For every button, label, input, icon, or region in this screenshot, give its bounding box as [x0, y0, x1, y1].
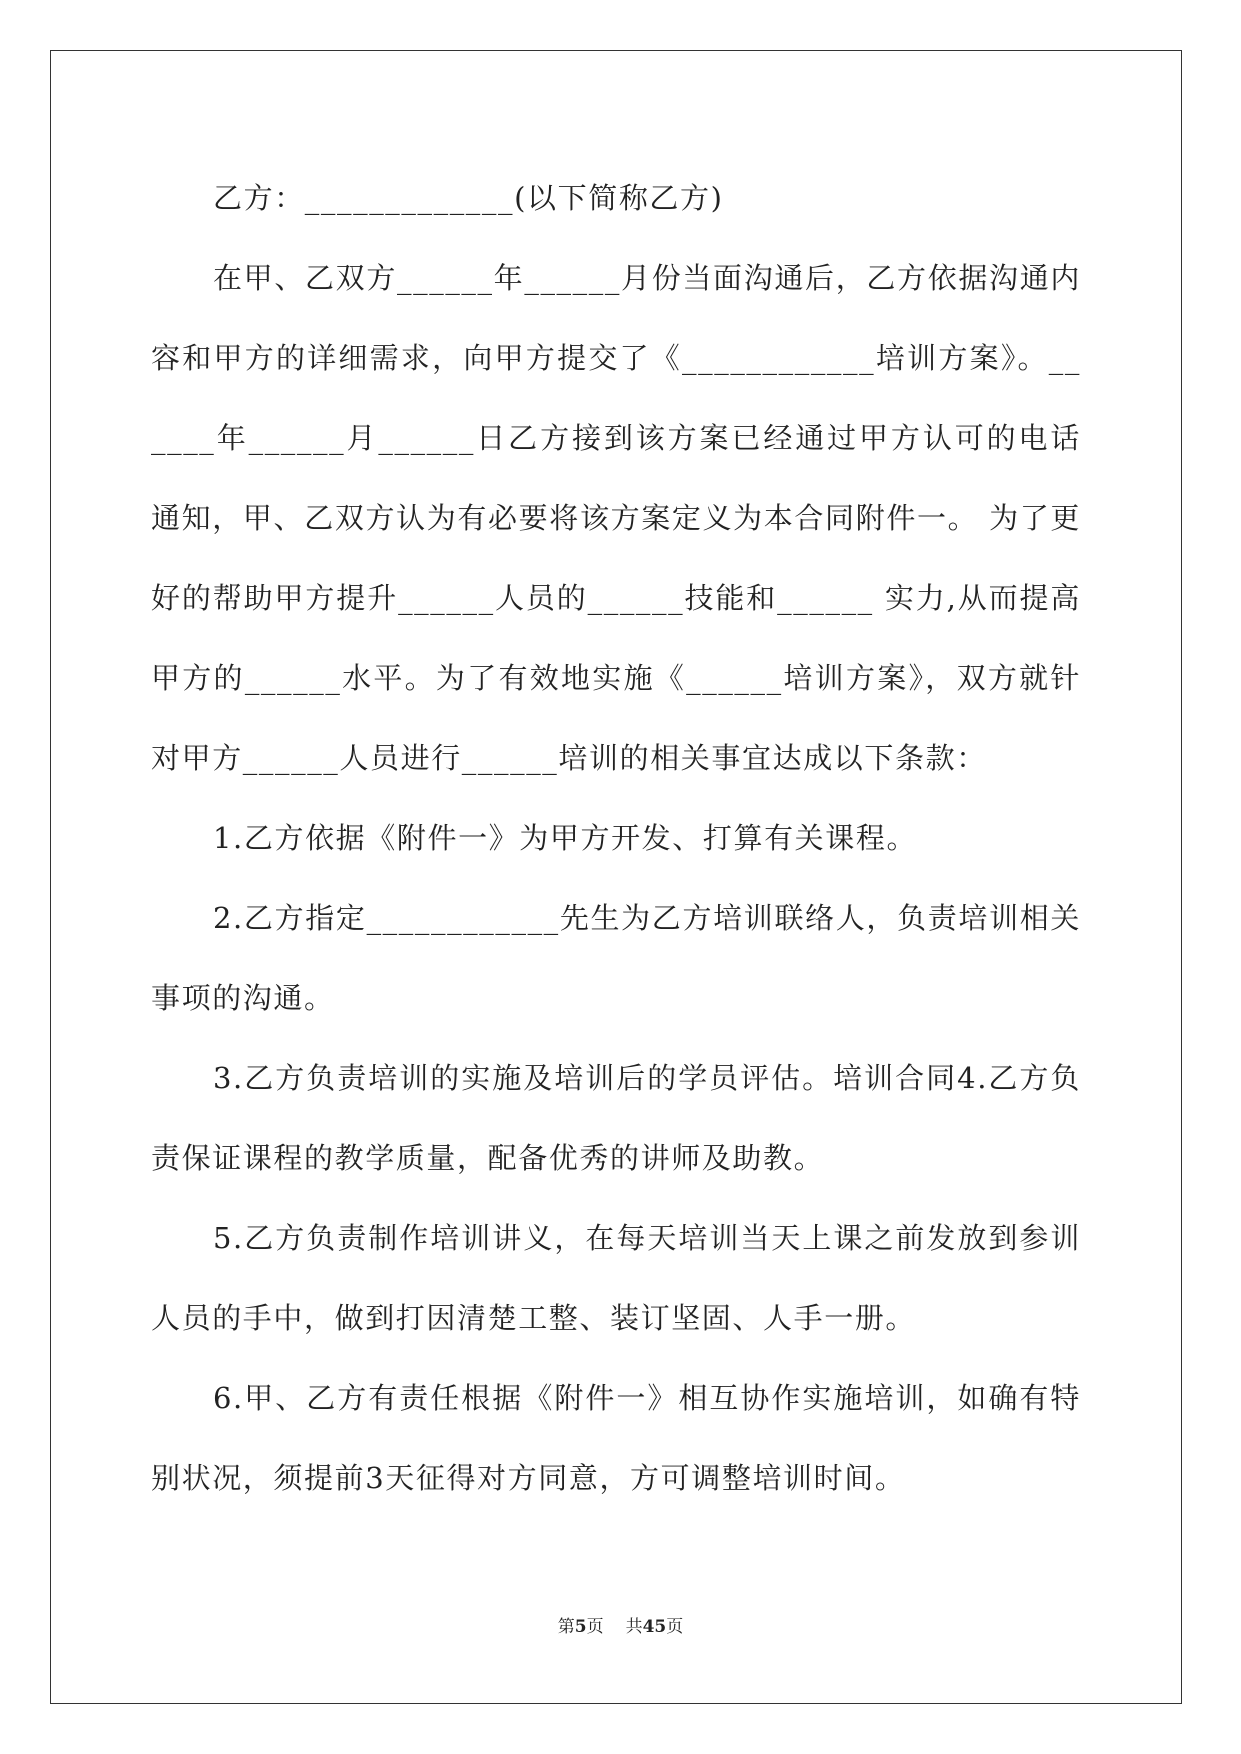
paragraph-clause-5: 5.乙方负责制作培训讲义，在每天培训当天上课之前发放到参训人员的手中，做到打因清楚工整、装订坚固、人手一册。	[151, 1221, 1081, 1335]
paragraph-clause-1: 1.乙方依据《附件一》为甲方开发、打算有关课程。	[213, 821, 918, 855]
paragraph-clause-6: 6.甲、乙方有责任根据《附件一》相互协作实施培训，如确有特别状况，须提前3天征得对方同意，方可调整培训时间。	[151, 1381, 1081, 1495]
page-footer	[0, 1612, 1241, 1637]
page-number-current: 5	[574, 1617, 587, 1637]
page-total-count: 45	[642, 1617, 667, 1637]
document-body	[151, 158, 1081, 1518]
page-total-prefix: 共	[625, 1617, 643, 1637]
paragraph-party-b: 乙方：_____________(以下简称乙方)	[213, 181, 724, 215]
page-total-suffix: 页	[666, 1617, 684, 1637]
page-number-prefix: 第	[557, 1617, 575, 1637]
paragraph-clause-3-4: 3.乙方负责培训的实施及培训后的学员评估。培训合同4.乙方负责保证课程的教学质量，配备优秀的讲师及助教。	[151, 1061, 1081, 1175]
paragraph-clause-2: 2.乙方指定____________先生为乙方培训联络人，负责培训相关事项的沟通。	[151, 901, 1081, 1015]
page-number-mid: 页	[586, 1617, 604, 1637]
paragraph-preamble: 在甲、乙双方______年______月份当面沟通后，乙方依据沟通内容和甲方的详细需求，向甲方提交了《____________培训方案》。______年______月______日乙方接到该方案已经通过甲方认可的电话通知，甲、乙双方认为有必要将该方案定义为本合同附件一。 为了更好的帮助甲方提升______人员的______技能和______ 实力,从而提高甲方的______水平。为了有效地实施《______培训方案》，双方就针对甲方______人员进行______培训的相关事宜达成以下条款：	[151, 261, 1081, 775]
